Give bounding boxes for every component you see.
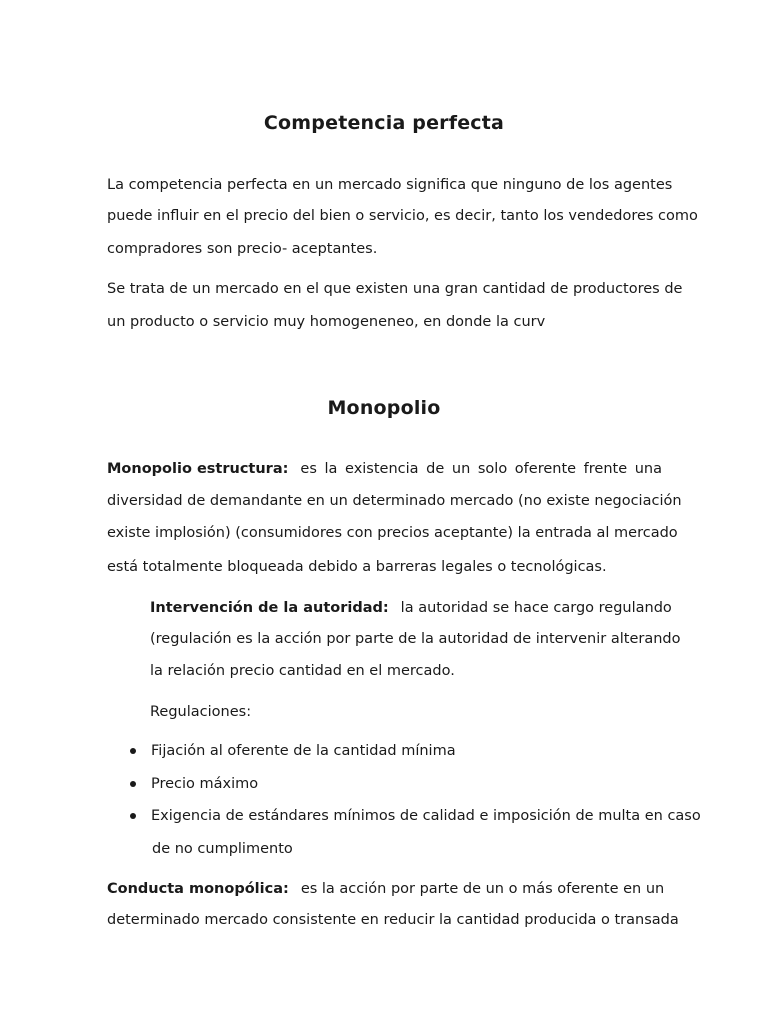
term-text: la autoridad se hace cargo regulando [400, 600, 672, 616]
list-item: Exigencia de estándares mínimos de calidad e imposición de multa en caso [151, 808, 701, 824]
term-text: es la existencia de un solo oferente frente una [300, 461, 662, 477]
paragraph-line: existe implosión) (consumidores con precios aceptante) la entrada al mercado [107, 525, 678, 541]
bullet-icon [130, 813, 136, 819]
term-label: Monopolio estructura: [107, 461, 289, 477]
term-text: es la acción por parte de un o más oferente en un [300, 881, 665, 897]
paragraph-line: determinado mercado consistente en reducir la cantidad producida o transada [107, 912, 679, 928]
section-title-competencia: Competencia perfecta [263, 112, 505, 134]
paragraph-line: la relación precio cantidad en el mercado. [150, 663, 455, 679]
paragraph-line [150, 598, 672, 618]
paragraph-line: puede influir en el precio del bien o servicio, es decir, tanto los vendedores como [107, 208, 698, 224]
paragraph-line: un producto o servicio muy homogeneneo, en donde la curv [107, 314, 546, 330]
paragraph-line [107, 879, 665, 899]
list-item-continuation: de no cumplimento [152, 841, 293, 857]
paragraph-line: La competencia perfecta en un mercado significa que ninguno de los agentes [107, 177, 673, 193]
paragraph-line: Se trata de un mercado en el que existen una gran cantidad de productores de [107, 281, 683, 297]
list-item: Fijación al oferente de la cantidad mínima [151, 743, 456, 759]
paragraph-line [107, 459, 662, 479]
paragraph-line: está totalmente bloqueada debido a barreras legales o tecnológicas. [107, 559, 607, 575]
bullet-icon [130, 748, 136, 754]
paragraph-line: diversidad de demandante en un determinado mercado (no existe negociación [107, 493, 682, 509]
bullet-icon [130, 781, 136, 787]
term-label: Conducta monopólica: [107, 881, 289, 897]
regulaciones-label: Regulaciones: [150, 704, 252, 720]
paragraph-line: compradores son precio- aceptantes. [107, 241, 378, 257]
term-label: Intervención de la autoridad: [150, 600, 389, 616]
list-item: Precio máximo [151, 776, 259, 792]
paragraph-line: (regulación es la acción por parte de la autoridad de intervenir alterando [150, 631, 681, 647]
section-title-monopolio: Monopolio [327, 397, 441, 419]
